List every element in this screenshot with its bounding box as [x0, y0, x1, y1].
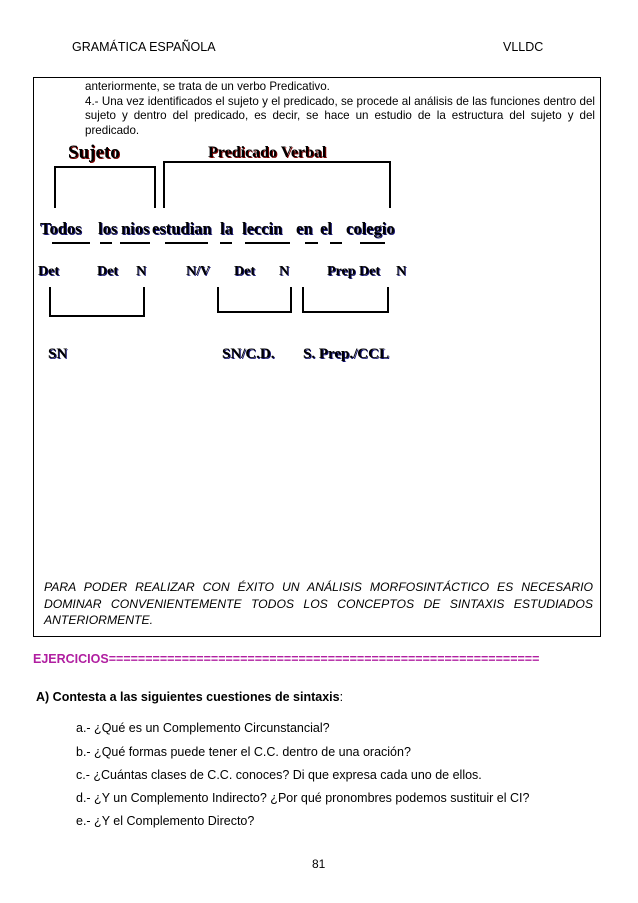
phrase-label: S. Prep./CCL [303, 346, 389, 362]
question-item: d.- ¿Y un Complemento Indirecto? ¿Por qué pronombres podemos sustituir el CI? [76, 791, 530, 805]
word: en [296, 219, 313, 238]
sn-bracket [50, 287, 144, 316]
page-number: 81 [312, 857, 326, 871]
header-title: GRAMÁTICA ESPAÑOLA [72, 40, 216, 54]
word: nios [121, 219, 150, 238]
question-item: a.- ¿Qué es un Complemento Circunstancial? [76, 721, 330, 735]
question-item: c.- ¿Cuántas clases de C.C. conoces? Di que expresa cada uno de ellos. [76, 768, 482, 782]
phrase-labels [48, 346, 389, 362]
word: estudian [152, 219, 212, 238]
word: el [320, 219, 332, 238]
sentence-words [40, 219, 395, 238]
word-tag: N/V [186, 264, 211, 279]
word: leccin [242, 219, 283, 238]
predicate-label: Predicado Verbal [208, 144, 327, 161]
word-tags [38, 264, 406, 279]
section-a-title [36, 690, 343, 704]
word-tag: Prep Det [327, 264, 380, 279]
word-tag: Det [234, 264, 255, 279]
header-code: VLLDC [503, 40, 544, 54]
question-item: b.- ¿Qué formas puede tener el C.C. dentro de una oración? [76, 745, 411, 759]
predicate-bracket [164, 162, 390, 208]
ccl-bracket [303, 287, 388, 312]
subject-bracket [55, 167, 155, 208]
word: la [220, 219, 233, 238]
word-tag: N [396, 264, 407, 279]
cd-bracket [218, 287, 291, 312]
intro-line: anteriormente, se trata de un verbo Predicativo. [85, 80, 330, 93]
word: los [98, 219, 118, 238]
word: colegio [346, 219, 395, 238]
intro-paragraph: 4.- Una vez identificados el sujeto y el predicado, se procede al análisis de las funciones dentro del sujeto y dentro del predicado, es decir, se hace un estudio de la estructura del sujeto y del predicado. [85, 94, 595, 137]
exercises-heading: EJERCICIOS=========================================================== [33, 652, 540, 666]
word-tag: N [136, 264, 147, 279]
word-tag: N [279, 264, 290, 279]
phrase-label: SN/C.D. [222, 346, 275, 362]
section-a-bold: A) Contesta a las siguientes cuestiones de sintaxis [36, 690, 340, 704]
word: Todos [40, 219, 82, 238]
phrase-label: SN [48, 346, 68, 362]
question-item: e.- ¿Y el Complemento Directo? [76, 814, 255, 828]
subject-label: Sujeto [68, 142, 120, 163]
word-tag: Det [97, 264, 118, 279]
section-a-tail: : [339, 690, 344, 704]
analysis-note: PARA PODER REALIZAR CON ÉXITO UN ANÁLISIS MORFOSINTÁCTICO ES NECESARIO DOMINAR CONVENIENTEMENTE TODOS LOS CONCEPTOS DE SINTAXIS ESTUDIADOS ANTERIORMENTE. [44, 580, 593, 627]
diagram-lines [50, 162, 390, 316]
word-tag: Det [38, 264, 59, 279]
